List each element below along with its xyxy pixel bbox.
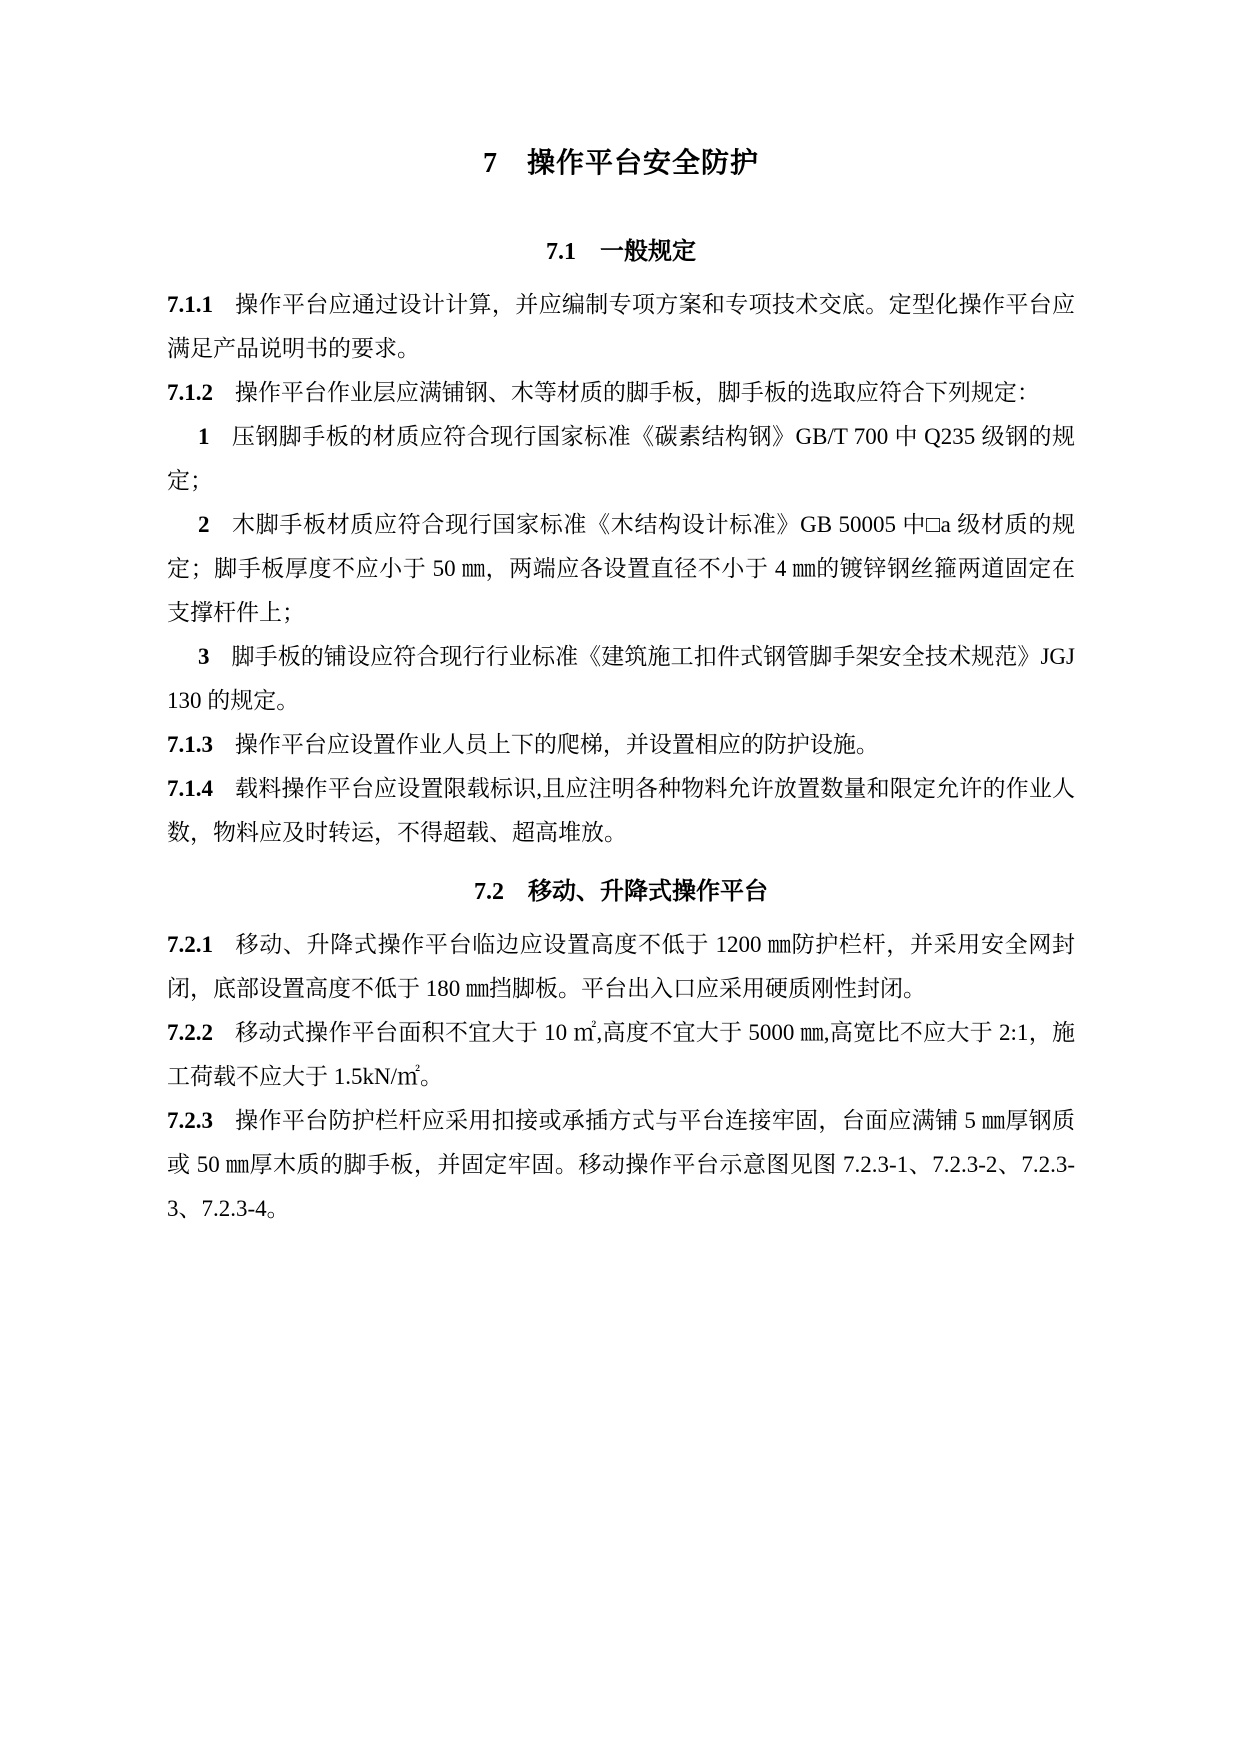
list-item-1 xyxy=(167,415,1075,503)
paragraph-7-2-3 xyxy=(167,1099,1075,1231)
paragraph-text: 操作平台作业层应满铺钢、木等材质的脚手板，脚手板的选取应符合下列规定： xyxy=(234,380,1040,405)
list-item-number: 1 xyxy=(198,424,210,449)
paragraph-7-2-1 xyxy=(167,923,1075,1011)
paragraph-number: 7.2.1 xyxy=(167,932,213,957)
section-7-2-heading: 7.2 移动、升降式操作平台 xyxy=(474,879,768,905)
paragraph-7-1-4 xyxy=(167,767,1075,855)
paragraph-7-1-1 xyxy=(167,283,1075,371)
paragraph-number: 7.1.2 xyxy=(167,380,213,405)
paragraph-text: 移动式操作平台面积不宜大于 10 ㎡,高度不宜大于 5000 ㎜,高宽比不应大于 2:1，施工荷载不应大于 1.5kN/㎡。 xyxy=(167,1020,1075,1089)
paragraph-number: 7.2.3 xyxy=(167,1108,213,1133)
paragraph-number: 7.2.2 xyxy=(167,1020,213,1045)
section-7-1-heading: 7.1 一般规定 xyxy=(546,239,696,265)
list-item-text: 压钢脚手板的材质应符合现行国家标准《碳素结构钢》GB/T 700 中 Q235 级钢的规定； xyxy=(167,424,1075,493)
paragraph-7-2-2 xyxy=(167,1011,1075,1099)
paragraph-text: 操作平台应通过设计计算，并应编制专项方案和专项技术交底。定型化操作平台应满足产品说明书的要求。 xyxy=(167,292,1075,361)
list-item-2 xyxy=(167,503,1075,635)
section-7-2 xyxy=(167,873,1075,1231)
paragraph-text: 操作平台防护栏杆应采用扣接或承插方式与平台连接牢固，台面应满铺 5 ㎜厚钢质或 50 ㎜厚木质的脚手板，并固定牢固。移动操作平台示意图见图 7.2.3-1、7.2.3-2、7.2.3-3、7.2.3-4。 xyxy=(167,1108,1075,1221)
paragraph-7-1-3 xyxy=(167,723,1075,767)
paragraph-number: 7.1.1 xyxy=(167,292,213,317)
section-7-1 xyxy=(167,233,1075,855)
paragraph-text: 移动、升降式操作平台临边应设置高度不低于 1200 ㎜防护栏杆，并采用安全网封闭，底部设置高度不低于 180 ㎜挡脚板。平台出入口应采用硬质刚性封闭。 xyxy=(167,932,1075,1001)
list-item-text: 脚手板的铺设应符合现行行业标准《建筑施工扣件式钢管脚手架安全技术规范》JGJ 130 的规定。 xyxy=(167,644,1075,713)
paragraph-number: 7.1.3 xyxy=(167,732,213,757)
paragraph-7-1-2 xyxy=(167,371,1075,415)
list-item-3 xyxy=(167,635,1075,723)
list-item-number: 2 xyxy=(198,512,210,537)
chapter-title: 7 操作平台安全防护 xyxy=(482,148,759,179)
list-item-text: 木脚手板材质应符合现行国家标准《木结构设计标准》GB 50005 中□a 级材质的规定；脚手板厚度不应小于 50 ㎜，两端应各设置直径不小于 4 ㎜的镀锌钢丝箍两道固定在支撑杆件上； xyxy=(167,512,1075,625)
paragraph-number: 7.1.4 xyxy=(167,776,213,801)
list-item-number: 3 xyxy=(198,644,210,669)
paragraph-text: 操作平台应设置作业人员上下的爬梯，并设置相应的防护设施。 xyxy=(234,732,879,757)
paragraph-text: 载料操作平台应设置限载标识,且应注明各种物料允许放置数量和限定允许的作业人数，物料应及时转运，不得超载、超高堆放。 xyxy=(167,776,1075,845)
